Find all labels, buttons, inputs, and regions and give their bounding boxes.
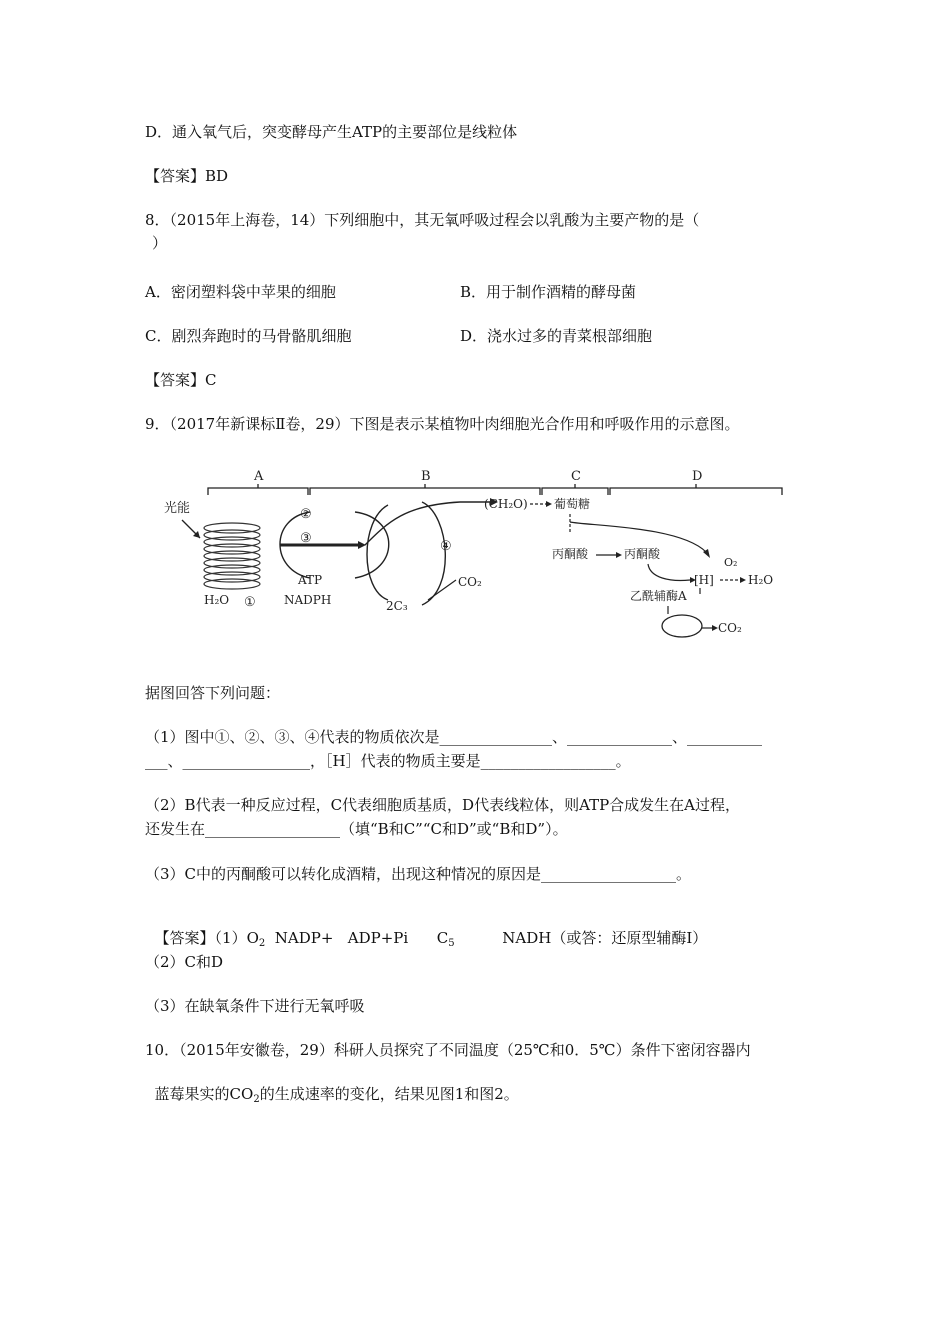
pyruvate2-label: 丙酮酸 (624, 547, 661, 561)
h-label: [H] (694, 573, 714, 587)
nadph-label: NADPH (284, 593, 332, 607)
answer-9-sub2: 5 (448, 938, 455, 949)
circle-3: ③ (300, 531, 312, 546)
co2-left-label: CO₂ (458, 575, 482, 589)
question-8-option-b: B．用于制作酒精的酵母菌 (460, 283, 637, 301)
question-8-close: ） (152, 234, 168, 252)
label-B: B (421, 469, 431, 484)
answer-9-part3: （3）在缺氧条件下进行无氧呼吸 (145, 997, 365, 1015)
answer-9-prefix: 【答案】（1）O (154, 929, 259, 947)
answer-8: 【答案】C (145, 371, 217, 389)
thylakoid-stack (204, 523, 260, 589)
question-9-part1-b: ___、_________________，［H］代表的物质主要是__________________。 (145, 752, 631, 770)
question-10-b-post: 的生成速率的变化，结果见图1和图2。 (259, 1085, 519, 1103)
question-8-option-c: C．剧烈奔跑时的马骨骼肌细胞 (145, 327, 352, 345)
question-9-part1-a: （1）图中①、②、③、④代表的物质依次是_______________、______________、__________ (145, 728, 763, 746)
answer-7: 【答案】BD (145, 167, 229, 185)
light-energy-label: 光能 (164, 501, 191, 516)
question-8-option-a: A．密闭塑料袋中苹果的细胞 (145, 283, 336, 301)
krebs-cycle (662, 615, 702, 637)
circle-1: ① (244, 595, 256, 610)
question-9-part2-b: 还发生在__________________（填“B和C”“C和D”或“B和D”）。 (145, 820, 568, 838)
co2-right-label: CO₂ (718, 621, 742, 635)
question-9-part3: （3）C中的丙酮酸可以转化成酒精，出现这种情况的原因是__________________。 (145, 865, 692, 883)
h2o-right-label: H₂O (748, 573, 774, 587)
answer-9-part2: （2）C和D (145, 953, 224, 971)
glucose-label: 葡萄糖 (554, 497, 591, 511)
h2o-left-label: H₂O (204, 593, 230, 607)
acetyl-coa-label: 乙酰辅酶A (630, 589, 687, 603)
question-10-b-sub: 2 (253, 1094, 260, 1105)
question-10-b (145, 1064, 519, 1104)
answer-9-part1 (145, 908, 707, 948)
o2-label: O₂ (724, 556, 738, 569)
circle-4: ④ (440, 539, 452, 554)
label-C: C (571, 469, 581, 484)
question-8-option-d: D．浇水过多的青菜根部细胞 (460, 327, 653, 345)
pyruvate-label: 丙酮酸 (552, 547, 589, 561)
question-9-part2-a: （2）B代表一种反应过程，C代表细胞质基质，D代表线粒体，则ATP合成发生在A过程， (145, 796, 741, 814)
label-D: D (692, 469, 703, 484)
ch2o-label: (CH₂O) (484, 497, 528, 511)
answer-9-sub: 2 (258, 938, 266, 949)
answer-9-mid: NADP+ ADP+Pi C (265, 929, 449, 947)
question-9-intro: 据图回答下列问题： (145, 684, 281, 702)
option-d-line: D．通入氧气后，突变酵母产生ATP的主要部位是线粒体 (145, 123, 518, 141)
question-9: 9．（2017年新课标Ⅱ卷，29）下图是表示某植物叶肉细胞光合作用和呼吸作用的示意图。 (145, 415, 740, 433)
c3-label: 2C₃ (386, 599, 408, 613)
question-8: 8．（2015年上海卷，14）下列细胞中，其无氧呼吸过程会以乳酸为主要产物的是（ (145, 211, 700, 229)
question-10-b-pre: 蓝莓果实的CO (154, 1085, 254, 1103)
atp-label: ATP (298, 573, 323, 587)
photosynthesis-respiration-diagram (160, 460, 800, 660)
label-A: A (254, 469, 264, 484)
circle-2: ② (300, 507, 312, 522)
answer-9-end: NADH（或答：还原型辅酶Ⅰ） (454, 929, 708, 947)
question-10-a: 10．（2015年安徽卷，29）科研人员探究了不同温度（25℃和0．5℃）条件下密闭容器内 (145, 1041, 751, 1059)
